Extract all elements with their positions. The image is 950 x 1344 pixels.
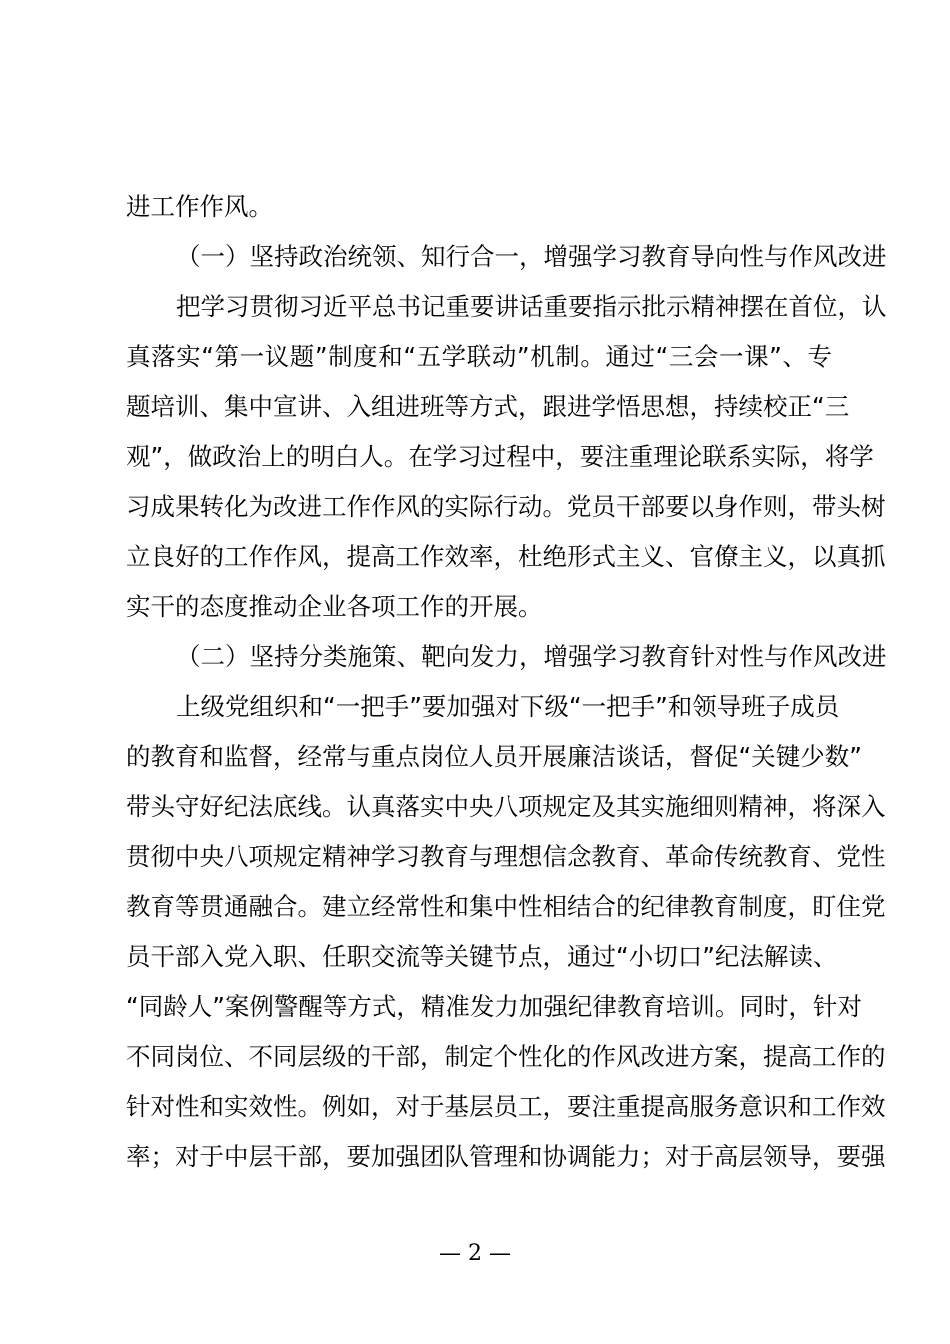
text-line: 教育等贯通融合。建立经常性和集中性相结合的纪律教育制度，盯住党 bbox=[126, 892, 886, 921]
text-line: 针对性和实效性。例如，对于基层员工，要注重提高服务意识和工作效 bbox=[126, 1092, 886, 1121]
text-line: “同龄人”案例警醒等方式，精准发力加强纪律教育培训。同时，针对 bbox=[126, 992, 862, 1021]
text-line: 贯彻中央八项规定精神学习教育与理想信念教育、革命传统教育、党性 bbox=[126, 842, 886, 871]
text-line: 的教育和监督，经常与重点岗位人员开展廉洁谈话，督促“关键少数” bbox=[126, 742, 862, 771]
text-line: 上级党组织和“一把手”要加强对下级“一把手”和领导班子成员 bbox=[176, 692, 840, 721]
text-line: 立良好的工作作风，提高工作效率，杜绝形式主义、官僚主义，以真抓 bbox=[126, 542, 886, 571]
text-line: 观”，做政治上的明白人。在学习过程中，要注重理论联系实际，将学 bbox=[126, 442, 874, 471]
section-heading-1: （一）坚持政治统领、知行合一，增强学习教育导向性与作风改进 bbox=[176, 242, 887, 271]
text-line: 不同岗位、不同层级的干部，制定个性化的作风改进方案，提高工作的 bbox=[126, 1042, 886, 1071]
text-line: 员干部入党入职、任职交流等关键节点，通过“小切口”纪法解读、 bbox=[126, 942, 838, 971]
text-line: 带头守好纪法底线。认真落实中央八项规定及其实施细则精神，将深入 bbox=[126, 792, 886, 821]
section-heading-2: （二）坚持分类施策、靶向发力，增强学习教育针对性与作风改进 bbox=[176, 642, 887, 671]
text-line: 真落实“第一议题”制度和“五学联动”机制。通过“三会一课”、专 bbox=[126, 342, 832, 371]
text-line: 题培训、集中宣讲、入组进班等方式，跟进学悟思想，持续校正“三 bbox=[126, 392, 850, 421]
text-line: 把学习贯彻习近平总书记重要讲话重要指示批示精神摆在首位，认 bbox=[176, 292, 887, 321]
text-line: 习成果转化为改进工作作风的实际行动。党员干部要以身作则，带头树 bbox=[126, 492, 886, 521]
page-number: — 2 — bbox=[439, 1241, 511, 1266]
text-line: 实干的态度推动企业各项工作的开展。 bbox=[126, 592, 543, 621]
text-line: 进工作作风。 bbox=[126, 192, 273, 221]
text-line: 率；对于中层干部，要加强团队管理和协调能力；对于高层领导，要强 bbox=[126, 1142, 886, 1171]
